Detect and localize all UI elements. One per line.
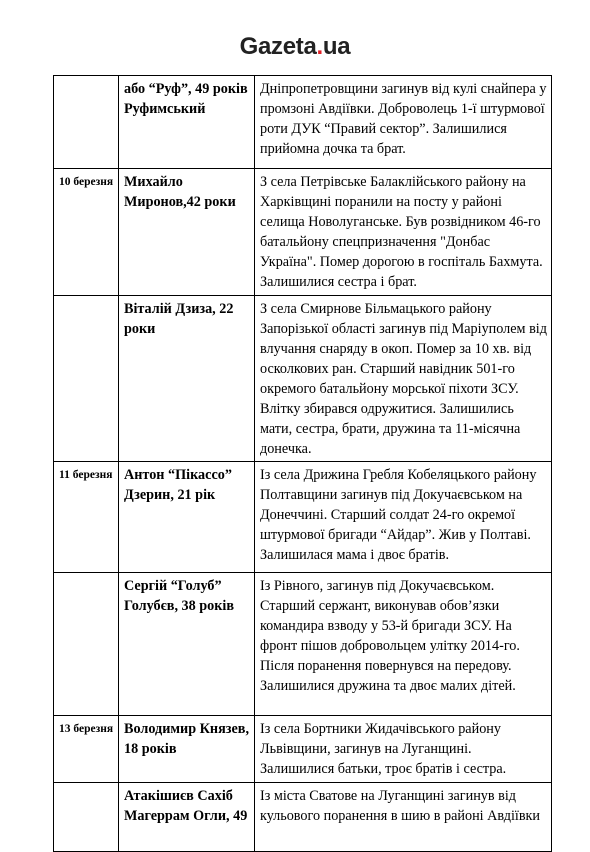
date-cell [54, 76, 119, 169]
table-row [54, 462, 552, 573]
name-cell: Сергій “Голуб” Голубєв, 38 років [119, 573, 255, 716]
name-cell: Віталій Дзиза, 22 роки [119, 296, 255, 462]
description-cell: Із міста Сватове на Луганщині загинув від кульового поранення в шию в районі Авдіївки [255, 783, 552, 852]
description-cell: Із села Бортники Жидачівського району Львівщини, загинув на Луганщині. Залишилися батьки, троє братів і сестра. [255, 716, 552, 783]
name-cell: Антон “Пікассо” Дзерин, 21 рік [119, 462, 255, 573]
table-row [54, 716, 552, 783]
casualties-table [53, 75, 552, 852]
date-cell [54, 296, 119, 462]
description-cell: Дніпропетровщини загинув від кулі снайпера у промзоні Авдіївки. Доброволець 1-ї штурмової роти ДУК “Правий сектор”. Залишилися прийомна дочка та брат. [255, 76, 552, 169]
name-cell: Михайло Миронов,42 роки [119, 169, 255, 296]
logo-dot: . [316, 33, 323, 60]
name-cell: або “Руф”, 49 років Руфимський [119, 76, 255, 169]
description-cell: З села Петрівське Балаклійського району на Харківщині поранили на посту у районі селища Новолуганське. Був розвідником 46-го батальйону спецпризначення "Донбас Україна". Помер дорогою в госпіталь Бахмута. Залишилися сестра і брат. [255, 169, 552, 296]
logo-main: Gazeta [239, 33, 317, 60]
date-cell: 10 березня [54, 169, 119, 296]
table-row [54, 573, 552, 716]
name-cell: Володимир Князев, 18 років [119, 716, 255, 783]
date-cell: 13 березня [54, 716, 119, 783]
logo-tld: ua [322, 33, 351, 60]
date-cell: 11 березня [54, 462, 119, 573]
table-row [54, 169, 552, 296]
description-cell: Із села Дрижина Гребля Кобеляцького району Полтавщини загинув під Докучаєвськом на Донеччині. Старший солдат 24-го окремої штурмової бригади “Айдар”. Жив у Полтаві. Залишилася мама і двоє братів. [255, 462, 552, 573]
table-row [54, 76, 552, 169]
table-row [54, 296, 552, 462]
table-row [54, 783, 552, 852]
date-cell [54, 783, 119, 852]
description-cell: З села Смирнове Більмацького району Запорізької області загинув під Маріуполем від влучання снаряду в окоп. Помер за 10 хв. від осколкових ран. Старший навідник 501-го окремого батальйону морської піхоти ЗСУ. Влітку збирався одружитися. Залишились мати, сестра, брати, дружина та 11-місячна донечка. [255, 296, 552, 462]
date-cell [54, 573, 119, 716]
gazeta-logo[interactable] [0, 33, 590, 61]
description-cell: Із Рівного, загинув під Докучаєвськом. Старший сержант, виконував обов’язки командира взводу у 53-й бригади ЗСУ. На фронт пішов добровольцем улітку 2014-го. Після поранення повернувся на передову. Залишилися дружина та двоє малих дітей. [255, 573, 552, 716]
name-cell: Атакішиєв Сахіб Магеррам Огли, 49 [119, 783, 255, 852]
